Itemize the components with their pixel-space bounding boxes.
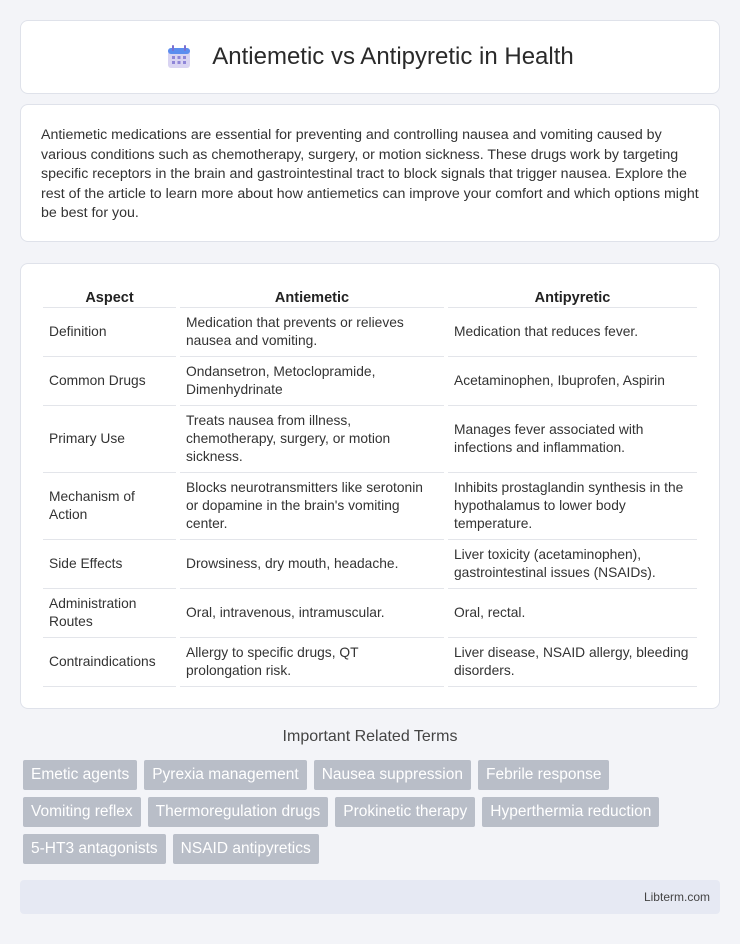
row-antipyretic: Inhibits prostaglandin synthesis in the hypothalamus to lower body temperature. [448,473,697,540]
row-antiemetic: Ondansetron, Metoclopramide, Dimenhydrinate [180,357,444,406]
row-antipyretic: Liver toxicity (acetaminophen), gastrointestinal issues (NSAIDs). [448,540,697,589]
tag-link[interactable]: Emetic agents [23,760,137,790]
row-antiemetic: Drowsiness, dry mouth, headache. [180,540,444,589]
row-antiemetic: Blocks neurotransmitters like serotonin or dopamine in the brain's vomiting center. [180,473,444,540]
header-antipyretic: Antipyretic [448,286,697,308]
tag-link[interactable]: Vomiting reflex [23,797,141,827]
table-header-row [43,286,697,308]
row-antipyretic: Medication that reduces fever. [448,308,697,357]
table-row [43,589,697,638]
header-antiemetic: Antiemetic [180,286,444,308]
row-aspect: Definition [43,308,176,357]
calendar-icon [166,44,192,70]
row-antiemetic: Medication that prevents or relieves nausea and vomiting. [180,308,444,357]
table-row [43,357,697,406]
table-row [43,638,697,687]
row-aspect: Common Drugs [43,357,176,406]
title-card [20,20,720,94]
row-antiemetic: Allergy to specific drugs, QT prolongation risk. [180,638,444,687]
table-row [43,406,697,473]
footer [20,880,720,914]
tag-link[interactable]: Pyrexia management [144,760,306,790]
related-terms-title: Important Related Terms [282,728,458,745]
row-aspect: Side Effects [43,540,176,589]
intro-card [20,104,720,242]
row-antipyretic: Oral, rectal. [448,589,697,638]
tag-link[interactable]: Thermoregulation drugs [148,797,329,827]
tag-link[interactable]: Febrile response [478,760,609,790]
table-row [43,308,697,357]
intro-text: Antiemetic medications are essential for preventing and controlling nausea and vomiting caused by various conditions such as chemotherapy, surgery, or motion sickness. These drugs work by targeting specific receptors in the brain and gastrointestinal tract to block signals that trigger nausea. Explore the rest of the article to learn more about how antiemetics can improve your comfort and which options might be best for you. [41,127,699,222]
table-row [43,473,697,540]
row-antipyretic: Acetaminophen, Ibuprofen, Aspirin [448,357,697,406]
row-antiemetic: Treats nausea from illness, chemotherapy, surgery, or motion sickness. [180,406,444,473]
row-aspect: Administration Routes [43,589,176,638]
tag-link[interactable]: Prokinetic therapy [335,797,475,827]
related-tags [20,760,720,871]
table-row [43,540,697,589]
page-title: Antiemetic vs Antipyretic in Health [212,43,574,70]
row-aspect: Mechanism of Action [43,473,176,540]
row-aspect: Primary Use [43,406,176,473]
row-antipyretic: Manages fever associated with infections and inflammation. [448,406,697,473]
tag-link[interactable]: Hyperthermia reduction [482,797,659,827]
comparison-table [39,286,701,687]
tag-link[interactable]: NSAID antipyretics [173,834,319,864]
row-antipyretic: Liver disease, NSAID allergy, bleeding disorders. [448,638,697,687]
header-aspect: Aspect [43,286,176,308]
related-terms-section [20,728,720,871]
tag-link[interactable]: 5-HT3 antagonists [23,834,166,864]
row-antiemetic: Oral, intravenous, intramuscular. [180,589,444,638]
footer-site-link[interactable]: Libterm.com [643,890,710,904]
tag-link[interactable]: Nausea suppression [314,760,471,790]
row-aspect: Contraindications [43,638,176,687]
comparison-table-card [20,263,720,709]
